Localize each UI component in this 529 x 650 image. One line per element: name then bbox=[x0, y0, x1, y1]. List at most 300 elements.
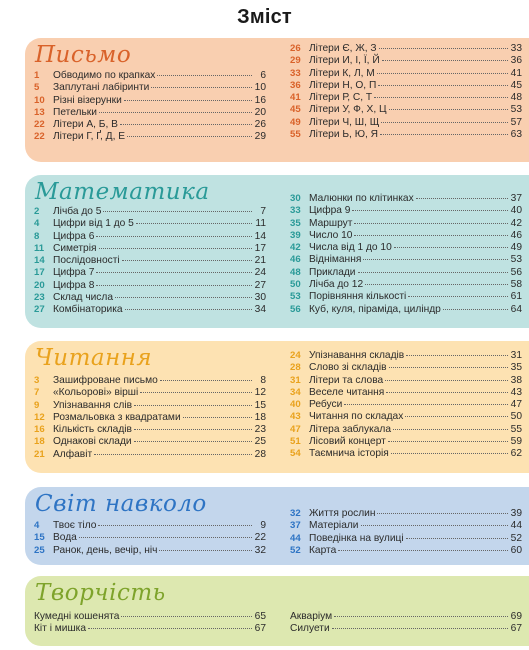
toc-entry[interactable] bbox=[34, 400, 266, 412]
entry-page-number: 36 bbox=[510, 55, 522, 67]
entry-title: Склад числа bbox=[53, 292, 114, 304]
dot-leader bbox=[382, 60, 508, 61]
entry-number: 52 bbox=[290, 544, 301, 556]
entry-number: 16 bbox=[34, 424, 45, 436]
entry-page-number: 30 bbox=[254, 292, 266, 304]
dot-leader bbox=[94, 454, 252, 455]
toc-entry[interactable] bbox=[34, 70, 266, 82]
toc-entry[interactable] bbox=[290, 350, 522, 362]
toc-entry[interactable] bbox=[34, 107, 266, 119]
toc-entry[interactable] bbox=[290, 68, 522, 80]
entry-number: 46 bbox=[290, 254, 301, 266]
entry-number: 53 bbox=[290, 291, 301, 303]
entry-number: 29 bbox=[290, 55, 301, 67]
entry-title: Маршрут bbox=[309, 217, 353, 229]
dot-leader bbox=[352, 210, 508, 211]
entry-page-number: 59 bbox=[510, 436, 522, 448]
dot-leader bbox=[159, 550, 252, 551]
section-tvorchist bbox=[25, 576, 529, 646]
entry-number: 56 bbox=[290, 303, 301, 315]
toc-entry[interactable] bbox=[34, 375, 266, 387]
entry-number: 10 bbox=[34, 94, 45, 106]
dot-leader bbox=[334, 616, 508, 617]
dot-leader bbox=[380, 134, 508, 135]
entry-number: 40 bbox=[290, 399, 301, 411]
entry-number: 35 bbox=[290, 217, 301, 229]
dot-leader bbox=[405, 416, 508, 417]
dot-leader bbox=[374, 97, 508, 98]
left-column bbox=[34, 70, 266, 144]
dot-leader bbox=[443, 309, 508, 310]
dot-leader bbox=[377, 73, 508, 74]
dot-leader bbox=[79, 537, 252, 538]
toc-entry[interactable] bbox=[290, 448, 522, 460]
toc-entry[interactable] bbox=[290, 254, 522, 266]
entry-number: 20 bbox=[34, 279, 45, 291]
right-column bbox=[290, 350, 522, 461]
toc-entry[interactable] bbox=[34, 267, 266, 279]
entry-page-number: 16 bbox=[254, 94, 266, 106]
toc-entry[interactable] bbox=[290, 267, 522, 279]
entry-page-number: 23 bbox=[254, 424, 266, 436]
entry-title: Зашифроване письмо bbox=[53, 375, 158, 386]
dot-leader bbox=[122, 260, 252, 261]
dot-leader bbox=[98, 525, 252, 526]
toc-entry[interactable] bbox=[34, 412, 266, 424]
entry-page-number: 53 bbox=[510, 104, 522, 116]
entry-number: 50 bbox=[290, 279, 301, 291]
toc-entry[interactable] bbox=[290, 533, 522, 545]
dot-leader bbox=[99, 248, 253, 249]
right-column bbox=[290, 43, 522, 141]
left-column bbox=[34, 520, 266, 557]
dot-leader bbox=[332, 628, 508, 629]
entry-number: 9 bbox=[34, 399, 40, 411]
entry-title: Матеріали bbox=[309, 520, 359, 532]
left-column bbox=[34, 611, 266, 636]
toc-entry[interactable] bbox=[34, 532, 266, 544]
entry-number: 49 bbox=[290, 116, 301, 128]
entry-number: 22 bbox=[34, 119, 45, 131]
entry-title: Ребуси bbox=[309, 399, 343, 411]
dot-leader bbox=[103, 211, 252, 212]
dot-leader bbox=[377, 513, 508, 514]
entry-title: Куб, куля, піраміда, циліндр bbox=[309, 303, 441, 315]
toc-entry[interactable] bbox=[290, 279, 522, 291]
dot-leader bbox=[140, 392, 252, 393]
entry-title: Послідовності bbox=[53, 255, 120, 267]
entry-page-number: 67 bbox=[254, 623, 266, 635]
entry-title: Ранок, день, вечір, ніч bbox=[53, 544, 158, 556]
toc-entry[interactable] bbox=[290, 436, 522, 448]
entry-page-number: 57 bbox=[510, 116, 522, 128]
entry-page-number: 7 bbox=[260, 206, 266, 217]
entry-title: Літери Ч, Ш, Щ bbox=[309, 116, 380, 128]
entry-number: 18 bbox=[34, 436, 45, 448]
dot-leader bbox=[127, 136, 252, 137]
left-column bbox=[34, 375, 266, 461]
entry-page-number: 25 bbox=[254, 436, 266, 448]
toc-entry[interactable] bbox=[34, 304, 266, 316]
toc-entry[interactable] bbox=[34, 424, 266, 436]
entry-title: Однакові склади bbox=[53, 436, 132, 448]
entry-number: 26 bbox=[290, 43, 301, 54]
entry-number: 44 bbox=[290, 532, 301, 544]
dot-leader bbox=[365, 284, 508, 285]
toc-entry[interactable] bbox=[290, 520, 522, 532]
dot-leader bbox=[157, 75, 252, 76]
entry-title: Літери та слова bbox=[309, 374, 384, 386]
dot-leader bbox=[406, 538, 508, 539]
dot-leader bbox=[99, 112, 252, 113]
entry-number: 28 bbox=[290, 362, 301, 374]
entry-title: Читання по складах bbox=[309, 411, 404, 423]
toc-entry[interactable] bbox=[34, 280, 266, 292]
entry-title: Літери Є, Ж, З bbox=[309, 43, 377, 54]
entry-number: 11 bbox=[34, 242, 45, 254]
entry-title: Алфавіт bbox=[53, 448, 93, 460]
entry-page-number: 35 bbox=[510, 362, 522, 374]
entry-page-number: 28 bbox=[254, 448, 266, 460]
entry-title: Поведінка на вулиці bbox=[309, 532, 404, 544]
toc-entry[interactable] bbox=[290, 230, 522, 242]
entry-title: Карта bbox=[309, 544, 337, 556]
entry-page-number: 65 bbox=[254, 611, 266, 622]
dot-leader bbox=[134, 441, 252, 442]
toc-entry[interactable] bbox=[34, 449, 266, 461]
dot-leader bbox=[385, 380, 508, 381]
toc-entry[interactable] bbox=[290, 411, 522, 423]
entry-number: 45 bbox=[290, 104, 301, 116]
dot-leader bbox=[125, 309, 252, 310]
entry-page-number: 32 bbox=[254, 544, 266, 556]
entry-title: «Кольорові» вірші bbox=[53, 387, 139, 399]
toc-entry[interactable] bbox=[290, 623, 522, 635]
entry-page-number: 8 bbox=[260, 375, 266, 386]
section-title: Математика bbox=[35, 179, 210, 205]
entry-title: Силуети bbox=[290, 623, 330, 635]
entry-title: Упізнавання слів bbox=[53, 399, 133, 411]
entry-page-number: 47 bbox=[510, 399, 522, 411]
dot-leader bbox=[136, 223, 252, 224]
entry-page-number: 67 bbox=[510, 623, 522, 635]
entry-page-number: 21 bbox=[254, 255, 266, 267]
toc-entry[interactable] bbox=[290, 80, 522, 92]
entry-page-number: 11 bbox=[255, 218, 266, 230]
toc-entry[interactable] bbox=[290, 387, 522, 399]
dot-leader bbox=[388, 441, 508, 442]
entry-page-number: 33 bbox=[510, 43, 522, 54]
entry-page-number: 12 bbox=[254, 387, 266, 399]
dot-leader bbox=[151, 87, 252, 88]
entry-number: 43 bbox=[290, 411, 301, 423]
entry-number: 31 bbox=[290, 374, 301, 386]
entry-title: Кумедні кошенята bbox=[34, 611, 120, 622]
dot-leader bbox=[88, 628, 252, 629]
entry-title: Комбінаторика bbox=[53, 304, 123, 316]
entry-number: 37 bbox=[290, 520, 301, 532]
section-title: Творчість bbox=[35, 580, 166, 606]
entry-page-number: 26 bbox=[254, 119, 266, 131]
entry-title: Літери Ь, Ю, Я bbox=[309, 129, 379, 141]
dot-leader bbox=[416, 198, 508, 199]
right-column bbox=[290, 611, 522, 636]
toc-entry[interactable] bbox=[290, 424, 522, 436]
dot-leader bbox=[378, 85, 508, 86]
dot-leader bbox=[121, 616, 252, 617]
section-title: Читання bbox=[35, 345, 153, 371]
toc-entry[interactable] bbox=[290, 218, 522, 230]
entry-title: Цифра 8 bbox=[53, 279, 95, 291]
dot-leader bbox=[381, 122, 508, 123]
entry-page-number: 52 bbox=[510, 532, 522, 544]
entry-page-number: 20 bbox=[254, 106, 266, 118]
entry-number: 3 bbox=[34, 375, 40, 386]
dot-leader bbox=[389, 109, 508, 110]
dot-leader bbox=[134, 429, 252, 430]
entry-number: 24 bbox=[290, 350, 301, 361]
entry-title: Цифра 9 bbox=[309, 205, 351, 217]
entry-page-number: 53 bbox=[510, 254, 522, 266]
toc-entry[interactable] bbox=[34, 231, 266, 243]
entry-page-number: 40 bbox=[510, 205, 522, 217]
entry-title: Симетрія bbox=[53, 242, 97, 254]
toc-entry[interactable] bbox=[290, 205, 522, 217]
toc-entry[interactable] bbox=[290, 129, 522, 141]
entry-number: 23 bbox=[34, 292, 45, 304]
entry-title: Літери Н, О, П bbox=[309, 79, 377, 91]
toc-entry[interactable] bbox=[290, 399, 522, 411]
entry-page-number: 29 bbox=[254, 131, 266, 143]
entry-number: 12 bbox=[34, 411, 45, 423]
entry-title: Вода bbox=[53, 532, 77, 544]
entry-number: 32 bbox=[290, 508, 301, 519]
left-column bbox=[34, 206, 266, 317]
entry-title: Віднімання bbox=[309, 254, 362, 266]
entry-page-number: 34 bbox=[254, 304, 266, 316]
toc-entry[interactable] bbox=[34, 255, 266, 267]
entry-number: 55 bbox=[290, 129, 301, 141]
entry-title: Літери К, Л, М bbox=[309, 67, 375, 79]
toc-entry[interactable] bbox=[290, 508, 522, 520]
entry-number: 48 bbox=[290, 266, 301, 278]
entry-title: Літери Г, Ґ, Д, Е bbox=[53, 131, 126, 143]
entry-title: Лісовий концерт bbox=[309, 436, 386, 448]
entry-title: Упізнавання складів bbox=[309, 350, 405, 361]
dot-leader bbox=[363, 259, 508, 260]
entry-number: 27 bbox=[34, 304, 45, 316]
dot-leader bbox=[354, 223, 508, 224]
toc-entry[interactable] bbox=[34, 243, 266, 255]
toc-entry[interactable] bbox=[290, 92, 522, 104]
section-title: Письмо bbox=[35, 42, 132, 68]
entry-page-number: 6 bbox=[260, 70, 266, 81]
section-matematyka bbox=[25, 175, 529, 328]
toc-entry[interactable] bbox=[290, 304, 522, 316]
entry-number: 33 bbox=[290, 67, 301, 79]
section-title: Світ навколо bbox=[35, 491, 207, 517]
entry-page-number: 64 bbox=[510, 303, 522, 315]
entry-page-number: 15 bbox=[254, 399, 266, 411]
toc-entry[interactable] bbox=[34, 292, 266, 304]
entry-page-number: 14 bbox=[254, 230, 266, 242]
entry-number: 8 bbox=[34, 230, 40, 242]
toc-entry[interactable] bbox=[34, 545, 266, 557]
entry-page-number: 62 bbox=[510, 448, 522, 460]
entry-number: 13 bbox=[34, 106, 45, 118]
toc-entry[interactable] bbox=[34, 387, 266, 399]
entry-number: 33 bbox=[290, 205, 301, 217]
entry-number: 39 bbox=[290, 229, 301, 241]
entry-number: 30 bbox=[290, 193, 301, 204]
entry-number: 4 bbox=[34, 520, 40, 531]
entry-page-number: 43 bbox=[510, 386, 522, 398]
entry-title: Цифра 6 bbox=[53, 230, 95, 242]
entry-number: 47 bbox=[290, 423, 301, 435]
entry-page-number: 24 bbox=[254, 267, 266, 279]
entry-number: 2 bbox=[34, 206, 40, 217]
entry-number: 34 bbox=[290, 386, 301, 398]
entry-number: 25 bbox=[34, 544, 45, 556]
entry-title: Порівняння кількості bbox=[309, 291, 407, 303]
entry-number: 4 bbox=[34, 218, 40, 230]
entry-page-number: 17 bbox=[254, 242, 266, 254]
entry-title: Лічба до 12 bbox=[309, 279, 364, 291]
entry-number: 7 bbox=[34, 387, 40, 399]
dot-leader bbox=[389, 367, 508, 368]
right-column bbox=[290, 193, 522, 316]
entry-title: Число 10 bbox=[309, 229, 353, 241]
toc-entry[interactable] bbox=[290, 43, 522, 55]
entry-title: Числа від 1 до 10 bbox=[309, 242, 392, 254]
entry-page-number: 42 bbox=[510, 217, 522, 229]
entry-title: Літери Р, С, Т bbox=[309, 92, 373, 104]
entry-page-number: 10 bbox=[254, 82, 266, 94]
dot-leader bbox=[394, 247, 508, 248]
entry-page-number: 31 bbox=[510, 350, 522, 361]
toc-entry[interactable] bbox=[290, 117, 522, 129]
dot-leader bbox=[96, 285, 252, 286]
entry-page-number: 37 bbox=[510, 193, 522, 204]
entry-number: 41 bbox=[290, 92, 301, 104]
right-column bbox=[290, 508, 522, 557]
entry-page-number: 63 bbox=[510, 129, 522, 141]
toc-entry[interactable] bbox=[290, 104, 522, 116]
toc-entry[interactable] bbox=[290, 242, 522, 254]
dot-leader bbox=[134, 405, 252, 406]
toc-entry[interactable] bbox=[34, 119, 266, 131]
entry-page-number: 27 bbox=[254, 279, 266, 291]
entry-number: 22 bbox=[34, 131, 45, 143]
entry-title: Літера заблукала bbox=[309, 423, 392, 435]
dot-leader bbox=[183, 417, 252, 418]
toc-entry[interactable] bbox=[290, 362, 522, 374]
entry-page-number: 45 bbox=[510, 79, 522, 91]
entry-title: Літери И, І, Ї, Й bbox=[309, 55, 380, 67]
toc-entry[interactable] bbox=[34, 218, 266, 230]
entry-title: Цифри від 1 до 5 bbox=[53, 218, 134, 230]
dot-leader bbox=[344, 404, 508, 405]
entry-number: 21 bbox=[34, 448, 45, 460]
dot-leader bbox=[96, 272, 252, 273]
toc-entry[interactable] bbox=[290, 193, 522, 205]
toc-entry[interactable] bbox=[290, 375, 522, 387]
dot-leader bbox=[379, 48, 508, 49]
toc-entry[interactable] bbox=[34, 623, 266, 635]
entry-title: Кількість складів bbox=[53, 424, 132, 436]
toc-entry[interactable] bbox=[290, 611, 522, 623]
toc-entry[interactable] bbox=[34, 436, 266, 448]
entry-page-number: 38 bbox=[510, 374, 522, 386]
entry-title: Лічба до 5 bbox=[53, 206, 102, 217]
entry-page-number: 69 bbox=[510, 611, 522, 622]
toc-entry[interactable] bbox=[290, 545, 522, 557]
entry-title: Твоє тіло bbox=[53, 520, 97, 531]
entry-number: 17 bbox=[34, 267, 45, 279]
entry-page-number: 56 bbox=[510, 266, 522, 278]
entry-page-number: 58 bbox=[510, 279, 522, 291]
toc-entry[interactable] bbox=[290, 291, 522, 303]
dot-leader bbox=[358, 272, 509, 273]
dot-leader bbox=[354, 235, 508, 236]
entry-page-number: 41 bbox=[510, 67, 522, 79]
toc-entry[interactable] bbox=[34, 611, 266, 623]
entry-page-number: 49 bbox=[510, 242, 522, 254]
entry-number: 36 bbox=[290, 79, 301, 91]
entry-page-number: 60 bbox=[510, 544, 522, 556]
dot-leader bbox=[361, 525, 509, 526]
toc-entry[interactable] bbox=[34, 206, 266, 218]
toc-entry[interactable] bbox=[34, 131, 266, 143]
entry-number: 51 bbox=[290, 436, 301, 448]
toc-entry[interactable] bbox=[34, 520, 266, 532]
toc-entry[interactable] bbox=[34, 82, 266, 94]
entry-page-number: 61 bbox=[510, 291, 522, 303]
page-title: Зміст bbox=[237, 6, 292, 28]
dot-leader bbox=[160, 380, 252, 381]
entry-title: Цифра 7 bbox=[53, 267, 95, 279]
entry-title: Акваріум bbox=[290, 611, 333, 622]
dot-leader bbox=[391, 453, 508, 454]
entry-number: 15 bbox=[34, 532, 45, 544]
section-chytannia bbox=[25, 341, 529, 473]
entry-title: Веселе читання bbox=[309, 386, 385, 398]
entry-page-number: 48 bbox=[510, 92, 522, 104]
dot-leader bbox=[393, 429, 508, 430]
entry-number: 1 bbox=[34, 70, 40, 81]
entry-title: Петельки bbox=[53, 106, 97, 118]
entry-title: Малюнки по клітинках bbox=[309, 193, 414, 204]
entry-title: Літери У, Ф, Х, Ц bbox=[309, 104, 387, 116]
entry-title: Різні візерунки bbox=[53, 94, 122, 106]
toc-entry[interactable] bbox=[290, 55, 522, 67]
entry-page-number: 9 bbox=[260, 520, 266, 531]
entry-title: Приклади bbox=[309, 266, 356, 278]
dot-leader bbox=[120, 124, 252, 125]
entry-number: 42 bbox=[290, 242, 301, 254]
dot-leader bbox=[386, 392, 508, 393]
entry-page-number: 18 bbox=[254, 411, 266, 423]
entry-number: 5 bbox=[34, 82, 40, 94]
dot-leader bbox=[115, 297, 252, 298]
dot-leader bbox=[406, 355, 508, 356]
entry-title: Таємнича історія bbox=[309, 448, 389, 460]
entry-page-number: 50 bbox=[510, 411, 522, 423]
entry-number: 54 bbox=[290, 448, 301, 460]
dot-leader bbox=[96, 236, 252, 237]
toc-entry[interactable] bbox=[34, 95, 266, 107]
entry-page-number: 22 bbox=[254, 532, 266, 544]
